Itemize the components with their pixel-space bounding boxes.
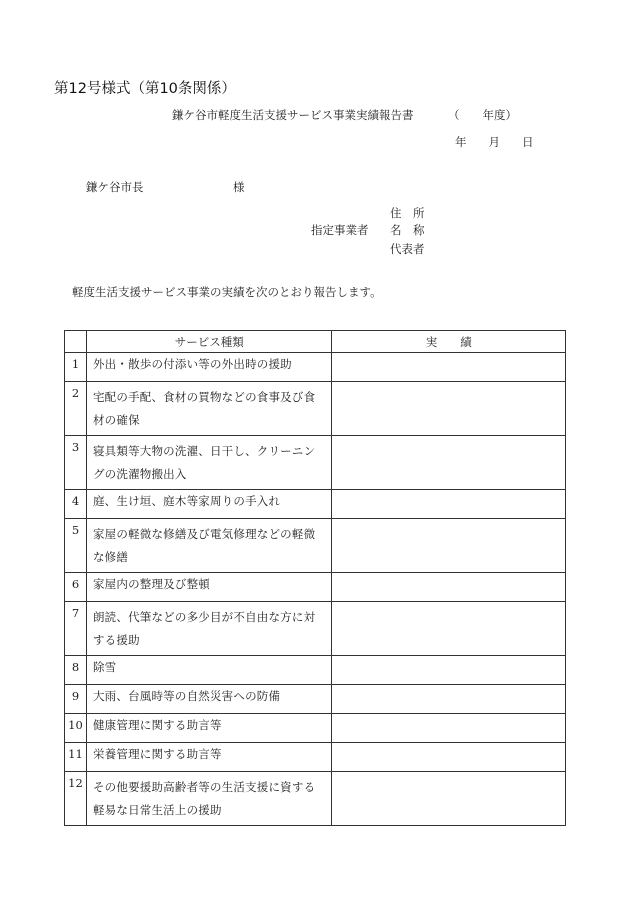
row-service: その他要援助高齢者等の生活支援に資する軽易な日常生活上の援助 xyxy=(86,772,331,826)
table-row xyxy=(65,772,566,826)
row-service: 除雪 xyxy=(86,656,331,685)
row-service: 栄養管理に関する助言等 xyxy=(86,743,331,772)
date-month-label: 月 xyxy=(488,135,500,149)
row-result-cell[interactable] xyxy=(332,519,566,573)
row-number: 3 xyxy=(65,436,87,490)
row-number: 1 xyxy=(65,353,87,382)
row-service: 家屋内の整理及び整頓 xyxy=(86,573,331,602)
row-service: 大雨、台風時等の自然災害への防備 xyxy=(86,685,331,714)
date-day-label: 日 xyxy=(522,135,534,149)
row-result-cell[interactable] xyxy=(332,743,566,772)
row-result-cell[interactable] xyxy=(332,772,566,826)
table-row xyxy=(65,490,566,519)
row-service: 外出・散歩の付添い等の外出時の援助 xyxy=(86,353,331,382)
table-row xyxy=(65,573,566,602)
table-row xyxy=(65,743,566,772)
row-number: 8 xyxy=(65,656,87,685)
addressee-name: 鎌ケ谷市長 xyxy=(86,180,144,194)
row-result-cell[interactable] xyxy=(332,573,566,602)
row-service: 寝具類等大物の洗濯、日干し、クリーニングの洗濯物搬出入 xyxy=(86,436,331,490)
row-result-cell[interactable] xyxy=(332,490,566,519)
row-result-cell[interactable] xyxy=(332,436,566,490)
lead-text: 軽度生活支援サービス事業の実績を次のとおり報告します。 xyxy=(72,285,382,299)
table-row xyxy=(65,436,566,490)
header-result: 実 績 xyxy=(332,331,566,353)
table-row xyxy=(65,602,566,656)
table-row xyxy=(65,685,566,714)
fiscal-year-field: （ 年度） xyxy=(448,108,517,122)
row-number: 7 xyxy=(65,602,87,656)
row-number: 9 xyxy=(65,685,87,714)
row-number: 11 xyxy=(65,743,87,772)
document-title: 鎌ケ谷市軽度生活支援サービス事業実績報告書 xyxy=(172,108,414,122)
representative-label: 代表者 xyxy=(390,242,425,256)
header-number-cell xyxy=(65,331,87,353)
table-row xyxy=(65,519,566,573)
row-number: 2 xyxy=(65,382,87,436)
date-year-label: 年 xyxy=(455,135,467,149)
address-label: 住 所 xyxy=(390,206,425,220)
date-line xyxy=(455,134,534,150)
header-service-type: サービス種類 xyxy=(86,331,331,353)
addressee-honorific: 様 xyxy=(233,180,245,194)
table-row xyxy=(65,353,566,382)
row-service: 家屋の軽微な修繕及び電気修理などの軽微な修繕 xyxy=(86,519,331,573)
table-row xyxy=(65,714,566,743)
name-label: 名 称 xyxy=(390,223,425,237)
table-header-row xyxy=(65,331,566,353)
report-table xyxy=(64,330,566,826)
row-result-cell[interactable] xyxy=(332,656,566,685)
row-result-cell[interactable] xyxy=(332,685,566,714)
row-number: 4 xyxy=(65,490,87,519)
row-service: 宅配の手配、食材の買物などの食事及び食材の確保 xyxy=(86,382,331,436)
row-result-cell[interactable] xyxy=(332,353,566,382)
row-result-cell[interactable] xyxy=(332,382,566,436)
row-service: 庭、生け垣、庭木等家周りの手入れ xyxy=(86,490,331,519)
form-number: 第12号様式（第10条関係） xyxy=(54,81,236,97)
operator-label: 指定事業者 xyxy=(311,223,369,237)
table-row xyxy=(65,656,566,685)
table-row xyxy=(65,382,566,436)
row-number: 5 xyxy=(65,519,87,573)
row-result-cell[interactable] xyxy=(332,602,566,656)
row-number: 10 xyxy=(65,714,87,743)
row-result-cell[interactable] xyxy=(332,714,566,743)
row-number: 6 xyxy=(65,573,87,602)
row-service: 健康管理に関する助言等 xyxy=(86,714,331,743)
row-number: 12 xyxy=(65,772,87,826)
row-service: 朗読、代筆などの多少目が不自由な方に対する援助 xyxy=(86,602,331,656)
